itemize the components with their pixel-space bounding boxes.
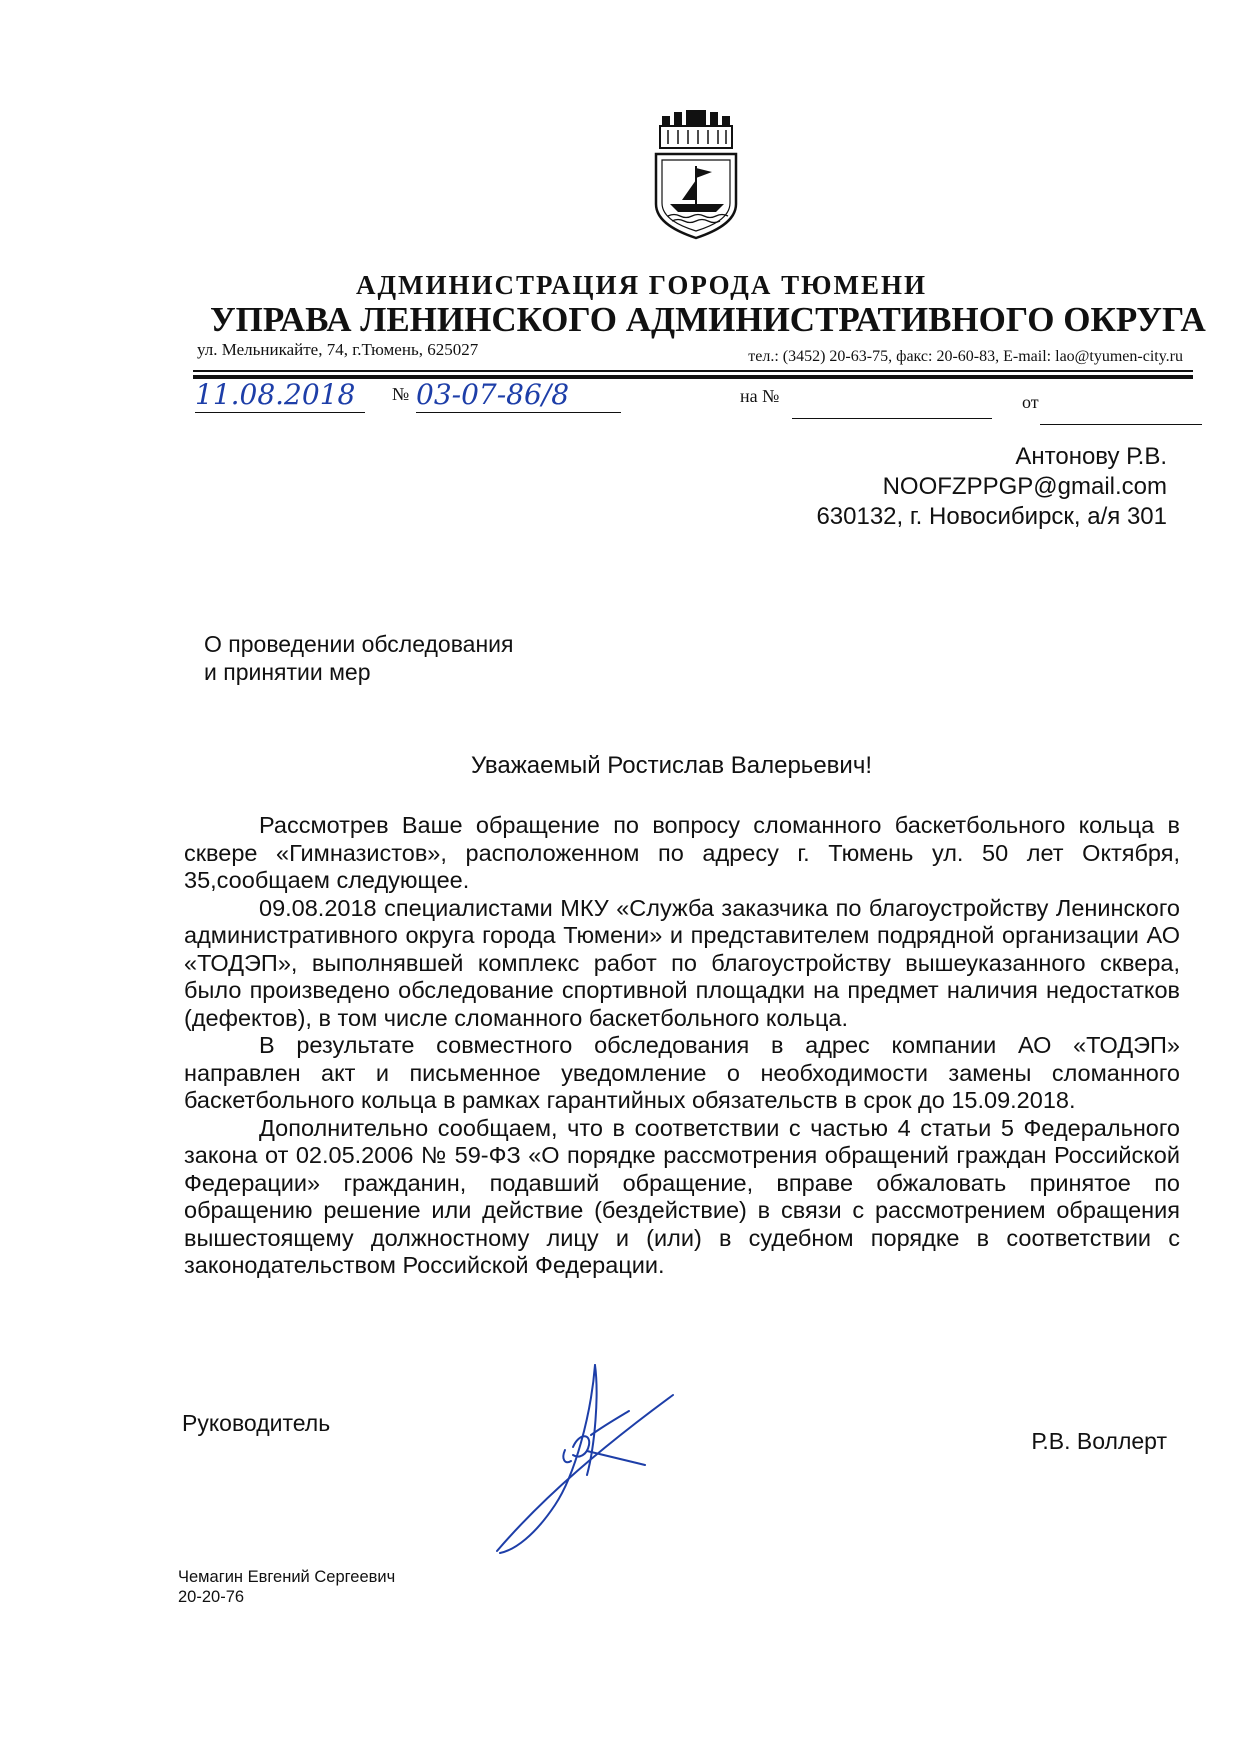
department-title: УПРАВА ЛЕНИНСКОГО АДМИНИСТРАТИВНОГО ОКРУГА: [210, 300, 1206, 339]
signatory-position: Руководитель: [182, 1410, 331, 1436]
addressee-postal: 630132, г. Новосибирск, а/я 301: [816, 503, 1167, 530]
letter-body: [184, 812, 1180, 1280]
coat-of-arms-icon: [652, 108, 740, 240]
letter-subject: [204, 630, 513, 686]
body-paragraph: 09.08.2018 специалистами МКУ «Служба заказчика по благоустройству Ленинского административного округа города Тюмени» и представителем подрядной организации АО «ТОДЭП», выполнявшей комплекс работ по благоустройству вышеуказанного сквера, было произведено обследование спортивной площадки на предмет наличия недостатков (дефектов), в том числе сломанного баскетбольного кольца.: [184, 894, 1180, 1031]
subject-line: и принятии мер: [204, 659, 371, 685]
addressee-block: [816, 442, 1167, 532]
subject-line: О проведении обследования: [204, 631, 514, 657]
body-paragraph: Рассмотрев Ваше обращение по вопросу сломанного баскетбольного кольца в сквере «Гимназистов», расположенном по адресу г. Тюмень ул. 50 лет Октября, 35,сообщаем следующее.: [184, 812, 1180, 893]
signatory-name: Р.В. Воллерт: [1031, 1428, 1167, 1454]
reference-label: на №: [740, 386, 780, 406]
reference-blank: [792, 418, 992, 419]
department-contacts: тел.: (3452) 20-63-75, факс: 20-60-83, E-mail: lao@tyumen-city.ru: [748, 348, 1183, 365]
from-label: от: [1022, 392, 1039, 412]
addressee-email: NOOFZPPGP@gmail.com: [882, 473, 1167, 500]
addressee-name: Антонову Р.В.: [1015, 443, 1167, 470]
administration-title: АДМИНИСТРАЦИЯ ГОРОДА ТЮМЕНИ: [355, 270, 928, 300]
registration-date: 11.08.2018: [195, 378, 365, 413]
body-paragraph: Дополнительно сообщаем, что в соответствии с частью 4 статьи 5 Федерального закона от 02.05.2006 № 59-ФЗ «О порядке рассмотрения обращений граждан Российской Федерации» гражданин, подавший обращение, вправе обжаловать принятое по обращению решение или действие (бездействие) в связи с рассмотрением обращения вышестоящему должностному лицу и (или) в судебном порядке в соответствии с законодательством Российской Федерации.: [184, 1114, 1180, 1278]
salutation: Уважаемый Ростислав Валерьевич!: [470, 752, 872, 779]
registration-number: 03-07-86/8: [416, 378, 621, 413]
from-blank: [1040, 424, 1202, 425]
header-divider: [193, 370, 1193, 372]
executor-block: [178, 1567, 395, 1607]
body-paragraph: В результате совместного обследования в адрес компании АО «ТОДЭП» направлен акт и письменное уведомление о необходимости замены сломанного баскетбольного кольца в рамках гарантийных обязательств в срок до 15.09.2018.: [184, 1032, 1180, 1113]
handwritten-signature-icon: [495, 1355, 675, 1555]
number-sign: №: [392, 384, 410, 404]
executor-phone: 20-20-76: [178, 1588, 245, 1606]
executor-name: Чемагин Евгений Сергеевич: [178, 1568, 396, 1586]
department-address: ул. Мельникайте, 74, г.Тюмень, 625027: [197, 340, 479, 359]
